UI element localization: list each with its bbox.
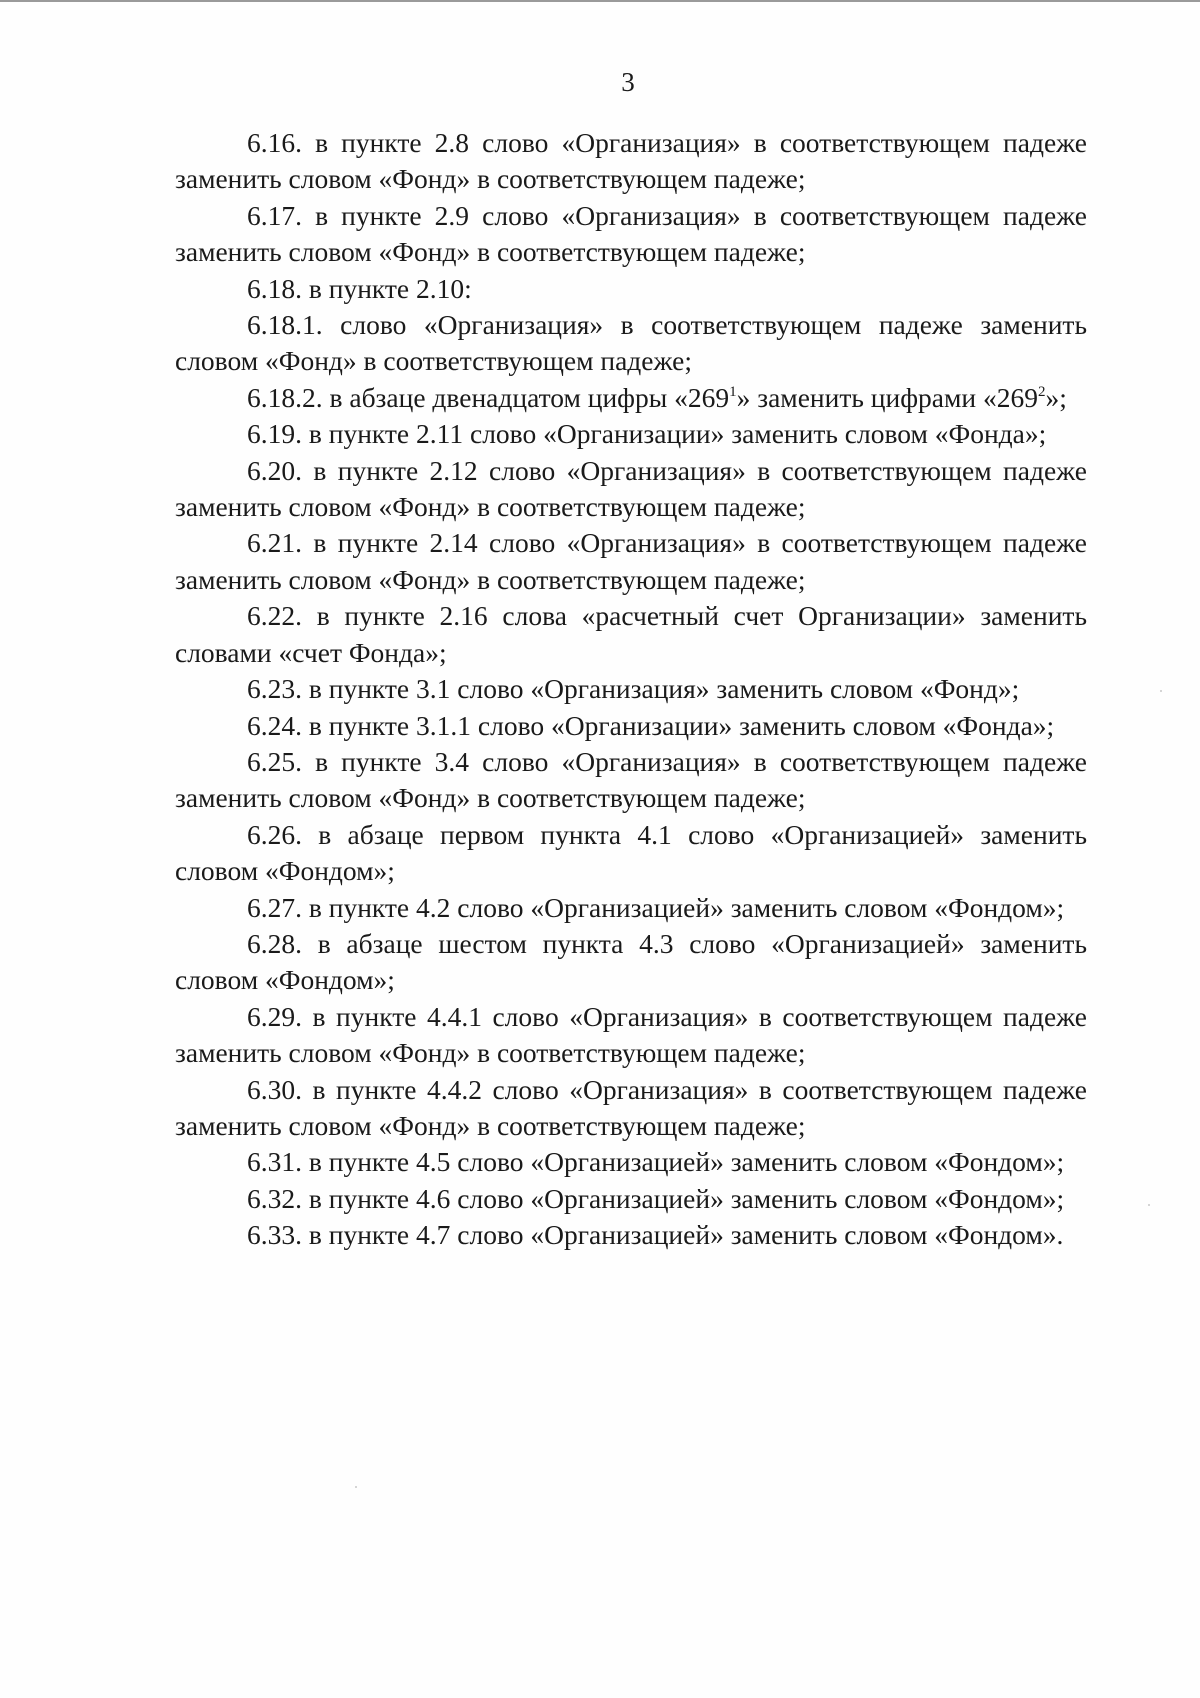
paragraph-6-21: 6.21. в пункте 2.14 слово «Организация» в соответствующем падеже заменить словом «Фонд» в соответствующем падеже;	[175, 527, 1087, 595]
scan-speck	[1148, 1204, 1150, 1206]
paragraph-6-20: 6.20. в пункте 2.12 слово «Организация» в соответствующем падеже заменить словом «Фонд» в соответствующем падеже;	[175, 454, 1087, 523]
paragraph-6-18-2-tail: »;	[1045, 381, 1067, 413]
paragraph-6-27: 6.27. в пункте 4.2 слово «Организацией» заменить словом «Фондом»;	[247, 891, 1065, 923]
superscript-2: 2	[1037, 383, 1046, 400]
document-body	[175, 125, 1087, 1254]
page-number: 3	[621, 67, 635, 97]
scan-speck	[355, 1486, 357, 1488]
paragraph-6-18-2	[175, 380, 1087, 416]
paragraph-6-28: 6.28. в абзаце шестом пункта 4.3 слово «Организацией» заменить словом «Фондом»;	[175, 927, 1087, 996]
paragraph-6-18-2-lead: 6.18.2. в абзаце двенадцатом цифры «269	[247, 381, 730, 413]
paragraph-6-23: 6.23. в пункте 3.1 слово «Организация» заменить словом «Фонд»;	[247, 673, 1020, 705]
paragraph-6-22: 6.22. в пункте 2.16 слова «расчетный счет Организации» заменить словами «счет Фонда»;	[175, 600, 1087, 668]
scan-top-edge	[0, 0, 1200, 2]
paragraph-6-16: 6.16. в пункте 2.8 слово «Организация» в соответствующем падеже заменить словом «Фонд» в соответствующем падеже;	[175, 127, 1087, 195]
paragraph-6-18: 6.18. в пункте 2.10:	[247, 272, 472, 304]
paragraph-6-25: 6.25. в пункте 3.4 слово «Организация» в соответствующем падеже заменить словом «Фонд» в соответствующем падеже;	[175, 745, 1087, 814]
paragraph-6-33: 6.33. в пункте 4.7 слово «Организацией» заменить словом «Фондом».	[247, 1219, 1064, 1251]
paragraph-6-18-2-mid: » заменить цифрами «269	[736, 381, 1038, 413]
paragraph-6-17: 6.17. в пункте 2.9 слово «Организация» в соответствующем падеже заменить словом «Фонд» в соответствующем падеже;	[175, 199, 1087, 268]
paragraph-6-29: 6.29. в пункте 4.4.1 слово «Организация» в соответствующем падеже заменить словом «Фонд» в соответствующем падеже;	[175, 1000, 1087, 1069]
superscript-1: 1	[729, 383, 737, 400]
paragraph-6-31: 6.31. в пункте 4.5 слово «Организацией» заменить словом «Фондом»;	[247, 1146, 1065, 1178]
paragraph-6-32: 6.32. в пункте 4.6 слово «Организацией» заменить словом «Фондом»;	[247, 1182, 1065, 1214]
scan-speck	[1160, 690, 1162, 692]
paragraph-6-30: 6.30. в пункте 4.4.2 слово «Организация» в соответствующем падеже заменить словом «Фонд» в соответствующем падеже;	[175, 1073, 1087, 1141]
paragraph-6-19: 6.19. в пункте 2.11 слово «Организации» заменить словом «Фонда»;	[247, 418, 1047, 450]
paragraph-6-18-1: 6.18.1. слово «Организация» в соответствующем падеже заменить словом «Фонд» в соответствующем падеже;	[175, 309, 1087, 377]
paragraph-6-24: 6.24. в пункте 3.1.1 слово «Организации» заменить словом «Фонда»;	[247, 709, 1055, 741]
paragraph-6-26: 6.26. в абзаце первом пункта 4.1 слово «Организацией» заменить словом «Фондом»;	[175, 818, 1087, 887]
